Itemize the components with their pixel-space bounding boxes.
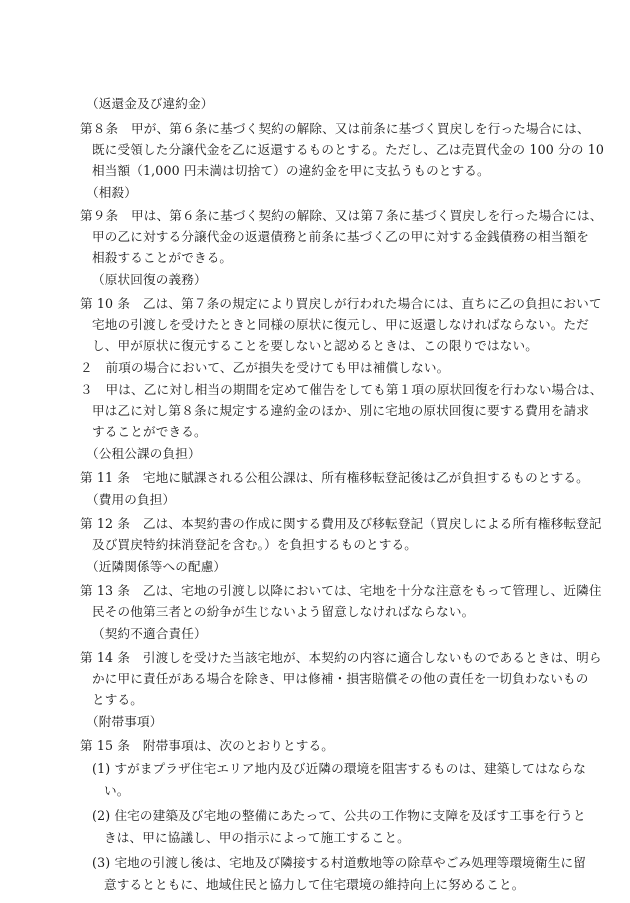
article-9-line-3: 相殺することができる。: [92, 250, 233, 265]
article-14-line-3: とする。: [92, 692, 143, 707]
article-15-line-1: 第 15 条 附帯事項は、次のとおりとする。: [80, 738, 335, 753]
article-15-item-3-line-1: (3) 宅地の引渡し後は、宅地及び隣接する村道敷地等の除草やごみ処理等環境衛生に留: [92, 855, 586, 870]
heading-article-10: （原状回復の義務）: [92, 272, 207, 287]
article-15-item-1-line-1: (1) すがまプラザ住宅エリア地内及び近隣の環境を阻害するものは、建築してはならな: [92, 761, 586, 776]
heading-article-12: （費用の負担）: [86, 492, 176, 507]
article-10-line-2: 宅地の引渡しを受けたときと同様の原状に復元し、甲に返還しなければならない。ただ: [92, 317, 590, 332]
heading-article-9: （相殺）: [86, 185, 137, 200]
article-8-line-1: 第８条 甲が、第６条に基づく契約の解除、又は前条に基づく買戻しを行った場合には、: [80, 121, 590, 136]
article-11-line-1: 第 11 条 宅地に賦課される公租公課は、所有権移転登記後は乙が負担するものとする。: [80, 470, 589, 485]
article-9-line-1: 第９条 甲は、第６条に基づく契約の解除、又は第７条に基づく買戻しを行った場合には、: [80, 208, 603, 223]
heading-article-13: （近隣関係等への配慮）: [86, 559, 227, 574]
heading-article-14: （契約不適合責任）: [92, 626, 207, 641]
article-14-line-1: 第 14 条 引渡しを受けた当該宅地が、本契約の内容に適合しないものであるときは、明ら: [80, 650, 602, 665]
article-10-paragraph-3-line-1: ３ 甲は、乙に対し相当の期間を定めて催告をしても第１項の原状回復を行わない場合は、: [80, 382, 603, 397]
article-12-line-1: 第 12 条 乙は、本契約書の作成に関する費用及び移転登記（買戻しによる所有権移転登記: [80, 516, 602, 531]
article-10-paragraph-3-line-3: することができる。: [92, 424, 207, 439]
article-15-item-3-line-2: 意するとともに、地域住民と協力して住宅環境の維持向上に努めること。: [104, 877, 525, 892]
article-14-line-2: かに甲に責任がある場合を除き、甲は修補・損害賠償その他の責任を一切負わないもの: [92, 671, 589, 686]
article-13-line-1: 第 13 条 乙は、宅地の引渡し以降においては、宅地を十分な注意をもって管理し、近隣住: [80, 583, 602, 598]
article-10-line-3: し、甲が原状に復元することを要しないと認めるときは、この限りではない。: [92, 338, 539, 353]
article-9-line-2: 甲の乙に対する分譲代金の返還債務と前条に基づく乙の甲に対する金銭債務の相当額を: [92, 229, 590, 244]
article-8-line-2: 既に受領した分譲代金を乙に返還するものとする。ただし、乙は売買代金の 100 分の 10: [92, 142, 605, 157]
article-8-line-3: 相当額（1,000 円未満は切捨て）の違約金を甲に支払うものとする。: [92, 163, 490, 178]
heading-article-15: （附帯事項）: [86, 714, 163, 729]
article-10-paragraph-2: ２ 前項の場合において、乙が損失を受けても甲は補償しない。: [80, 360, 450, 375]
article-15-item-2-line-1: (2) 住宅の建築及び宅地の整備にあたって、公共の工作物に支障を及ぼす工事を行うと: [92, 808, 586, 823]
article-15-item-2-line-2: きは、甲に協議し、甲の指示によって施工すること。: [104, 830, 410, 845]
article-10-line-1: 第 10 条 乙は、第７条の規定により買戻しが行われた場合には、直ちに乙の負担において: [80, 296, 602, 311]
article-13-line-2: 民その他第三者との紛争が生じないよう留意しなければならない。: [92, 604, 475, 619]
heading-article-8: （返還金及び違約金）: [86, 96, 214, 111]
article-10-paragraph-3-line-2: 甲は乙に対し第８条に規定する違約金のほか、別に宅地の原状回復に要する費用を請求: [92, 403, 590, 418]
heading-article-11: （公租公課の負担）: [86, 446, 201, 461]
article-15-item-1-line-2: い。: [104, 783, 130, 798]
article-12-line-2: 及び買戻特約抹消登記を含む。）を負担するものとする。: [92, 537, 418, 552]
